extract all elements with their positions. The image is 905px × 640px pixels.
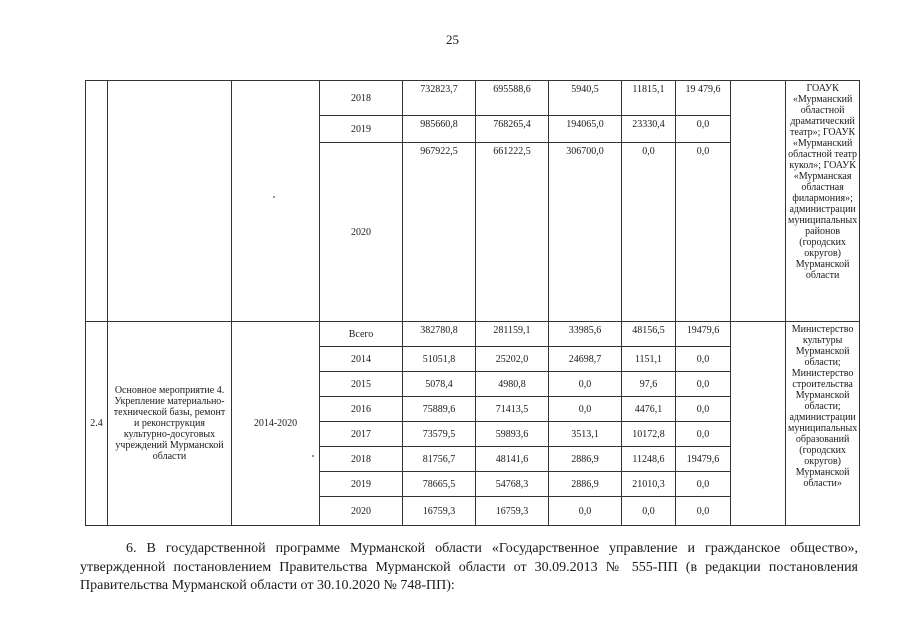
value-other: 19479,6 — [676, 447, 731, 472]
value-total: 732823,7 — [403, 81, 476, 116]
value-federal: 0,0 — [549, 372, 622, 397]
value-other: 19 479,6 — [676, 81, 731, 116]
value-federal: 0,0 — [549, 497, 622, 526]
value-local: 11815,1 — [622, 81, 676, 116]
value-local: 4476,1 — [622, 397, 676, 422]
page-number: 25 — [446, 32, 459, 47]
year-cell: 2020 — [320, 497, 403, 526]
value-local: 0,0 — [622, 143, 676, 322]
value-other: 0,0 — [676, 347, 731, 372]
value-federal: 194065,0 — [549, 116, 622, 143]
value-regional: 54768,3 — [476, 472, 549, 497]
value-total: 81756,7 — [403, 447, 476, 472]
value-other: 0,0 — [676, 143, 731, 322]
value-regional: 768265,4 — [476, 116, 549, 143]
value-federal: 0,0 — [549, 397, 622, 422]
year-cell: 2015 — [320, 372, 403, 397]
value-local: 23330,4 — [622, 116, 676, 143]
value-federal: 3513,1 — [549, 422, 622, 447]
executor-cell: ГОАУК «Мурманский областной драматический театр»; ГОАУК «Мурманский областной театр кукол»; ГОАУК «Мурманская областная филармония»; администрации муниципальных районов (городских округов) Мурманской области — [786, 81, 860, 322]
value-other: 0,0 — [676, 116, 731, 143]
year-cell: 2016 — [320, 397, 403, 422]
value-regional: 695588,6 — [476, 81, 549, 116]
empty-cell — [731, 322, 786, 526]
index-cell — [86, 81, 108, 322]
table-row — [86, 322, 860, 347]
period-cell: 2014-2020 — [232, 322, 320, 526]
value-total: 75889,6 — [403, 397, 476, 422]
value-local: 97,6 — [622, 372, 676, 397]
value-federal: 2886,9 — [549, 472, 622, 497]
description-cell — [108, 81, 232, 322]
value-total: 967922,5 — [403, 143, 476, 322]
year-cell: 2019 — [320, 116, 403, 143]
value-other: 0,0 — [676, 422, 731, 447]
value-local: 0,0 — [622, 497, 676, 526]
executor-cell: Министерство культуры Мурманской области; Министерство строительства Мурманской области; администрации муниципальных образований (городских округов) Мурманской области» — [786, 322, 860, 526]
value-other: 0,0 — [676, 397, 731, 422]
value-total: 5078,4 — [403, 372, 476, 397]
program-table — [85, 80, 860, 526]
description-cell: Основное мероприятие 4. Укрепление материально-технической базы, ремонт и реконструкция культурно-досуговых учреждений Мурманской области — [108, 322, 232, 526]
year-cell: 2017 — [320, 422, 403, 447]
value-regional: 281159,1 — [476, 322, 549, 347]
value-federal: 24698,7 — [549, 347, 622, 372]
value-regional: 48141,6 — [476, 447, 549, 472]
year-cell: 2020 — [320, 143, 403, 322]
scan-speck — [312, 455, 314, 457]
value-regional: 71413,5 — [476, 397, 549, 422]
value-total: 51051,8 — [403, 347, 476, 372]
value-other: 0,0 — [676, 472, 731, 497]
value-local: 21010,3 — [622, 472, 676, 497]
year-cell: 2019 — [320, 472, 403, 497]
value-local: 11248,6 — [622, 447, 676, 472]
value-other: 0,0 — [676, 497, 731, 526]
value-regional: 25202,0 — [476, 347, 549, 372]
value-other: 19479,6 — [676, 322, 731, 347]
scan-speck — [273, 196, 275, 198]
value-total: 73579,5 — [403, 422, 476, 447]
year-cell: 2018 — [320, 81, 403, 116]
value-local: 1151,1 — [622, 347, 676, 372]
empty-cell — [731, 81, 786, 322]
value-total: 16759,3 — [403, 497, 476, 526]
value-regional: 661222,5 — [476, 143, 549, 322]
value-local: 10172,8 — [622, 422, 676, 447]
year-cell: 2018 — [320, 447, 403, 472]
value-federal: 2886,9 — [549, 447, 622, 472]
value-total: 985660,8 — [403, 116, 476, 143]
value-regional: 4980,8 — [476, 372, 549, 397]
body-paragraph: 6. В государственной программе Мурманской области «Государственное управление и гражданское общество», утвержденной постановлением Правительства Мурманской области от 30.09.2013 № 555-ПП (в редакции постановления Правительства Мурманской области от 30.10.2020 № 748-ПП): — [80, 541, 858, 593]
value-federal: 5940,5 — [549, 81, 622, 116]
table-row — [86, 81, 860, 116]
value-total: 78665,5 — [403, 472, 476, 497]
index-cell: 2.4 — [86, 322, 108, 526]
value-federal: 306700,0 — [549, 143, 622, 322]
value-local: 48156,5 — [622, 322, 676, 347]
value-federal: 33985,6 — [549, 322, 622, 347]
value-other: 0,0 — [676, 372, 731, 397]
value-total: 382780,8 — [403, 322, 476, 347]
value-regional: 16759,3 — [476, 497, 549, 526]
period-cell — [232, 81, 320, 322]
value-regional: 59893,6 — [476, 422, 549, 447]
year-cell: 2014 — [320, 347, 403, 372]
year-cell: Всего — [320, 322, 403, 347]
